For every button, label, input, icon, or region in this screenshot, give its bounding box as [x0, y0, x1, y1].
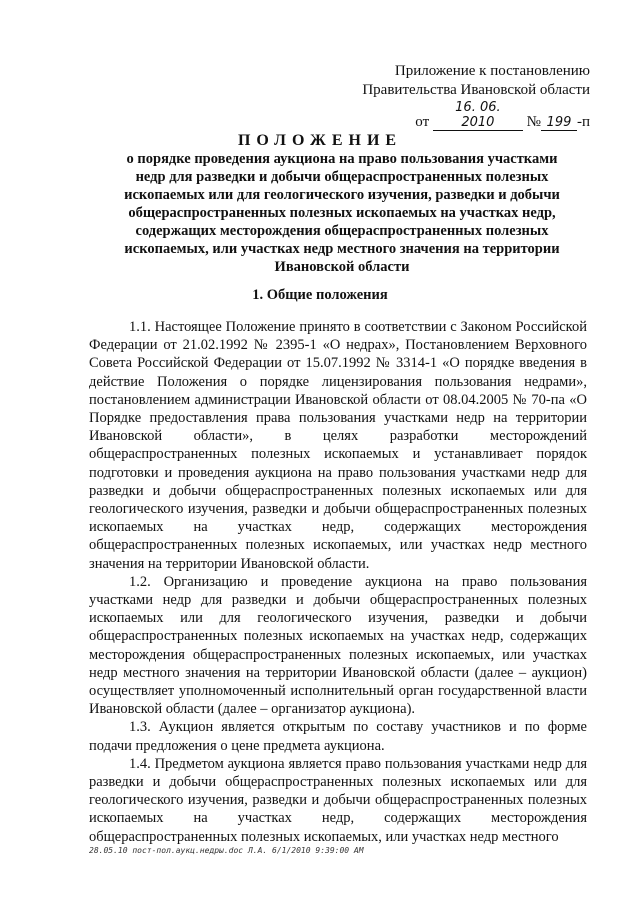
document-title: ПОЛОЖЕНИЕ [237, 132, 403, 149]
appendix-date-line [415, 100, 590, 132]
number-prefix: № [526, 114, 541, 130]
number-suffix: -п [576, 114, 590, 130]
paragraph-1-2: 1.2. Организацию и проведение аукциона на право пользования участками недр для разведки и добычи общераспространенных полезных ископаемых или для геологического изучения, разведки и добычи общераспространенных полезных ископаемых на участках недр, содержащих месторождения общераспространенных полезных ископаемых, или участках недр местного значения на территории Ивановской области (далее – аукцион) осуществляет уполномоченный исполнительный орган государственной власти Ивановской области (далее – организатор аукциона). [89, 573, 587, 718]
handwritten-number: 199 [541, 115, 577, 131]
date-prefix: от [415, 114, 430, 130]
paragraph-1-1: 1.1. Настоящее Положение принято в соответствии с Законом Российской Федерации от 21.02.1992 № 2395-1 «О недрах», Постановлением Верховного Совета Российской Федерации от 15.07.1992 № 3314-1 «О порядке введения в действие Положения о порядке лицензирования пользования недрами», постановлением администрации Ивановской области от 08.04.2005 № 70-па «О Порядке предоставления права пользования участками недр на территории Ивановской области», в целях разработки месторождений общераспространенных полезных ископаемых и устанавливает порядок подготовки и проведения аукциона на право пользования участками недр для разведки и добычи общераспространенных полезных ископаемых или для геологического изучения, разведки и добычи общераспространенных полезных ископаемых на участках недр, содержащих месторождения общераспространенных полезных ископаемых, или участках недр местного значения на территории Ивановской области. [89, 319, 587, 572]
document-subtitle: о порядке проведения аукциона на право пользования участками недр для разведки и добычи общераспространенных полезных ископаемых или для геологического изучения, разведки и добычи общераспространенных полезных ископаемых на участках недр, содержащих месторождения общераспространенных полезных ископаемых, или участках недр местного значения на территории Ивановской области [124, 151, 560, 275]
appendix-line-1: Приложение к постановлению [394, 63, 590, 79]
file-footer: 28.05.10 пост-пол.аукц.недры.doc Л.А. 6/1/2010 9:39:00 AM [89, 846, 364, 855]
section-body [89, 318, 587, 846]
section-heading: 1. Общие положения [252, 287, 388, 303]
paragraph-1-4: 1.4. Предметом аукциона является право пользования участками недр для разведки и добычи общераспространенных полезных ископаемых или для геологического изучения, разведки и добычи общераспространенных полезных ископаемых на участках недр, содержащих месторождения общераспространенных полезных ископаемых, или участках недр местного [89, 755, 587, 845]
appendix-line-2: Правительства Ивановской области [362, 82, 590, 98]
paragraph-1-3: 1.3. Аукцион является открытым по составу участников и по форме подачи предложения о цене предмета аукциона. [89, 719, 587, 754]
appendix-header [362, 62, 590, 132]
handwritten-date: 16. 06. 2010 [433, 100, 523, 131]
